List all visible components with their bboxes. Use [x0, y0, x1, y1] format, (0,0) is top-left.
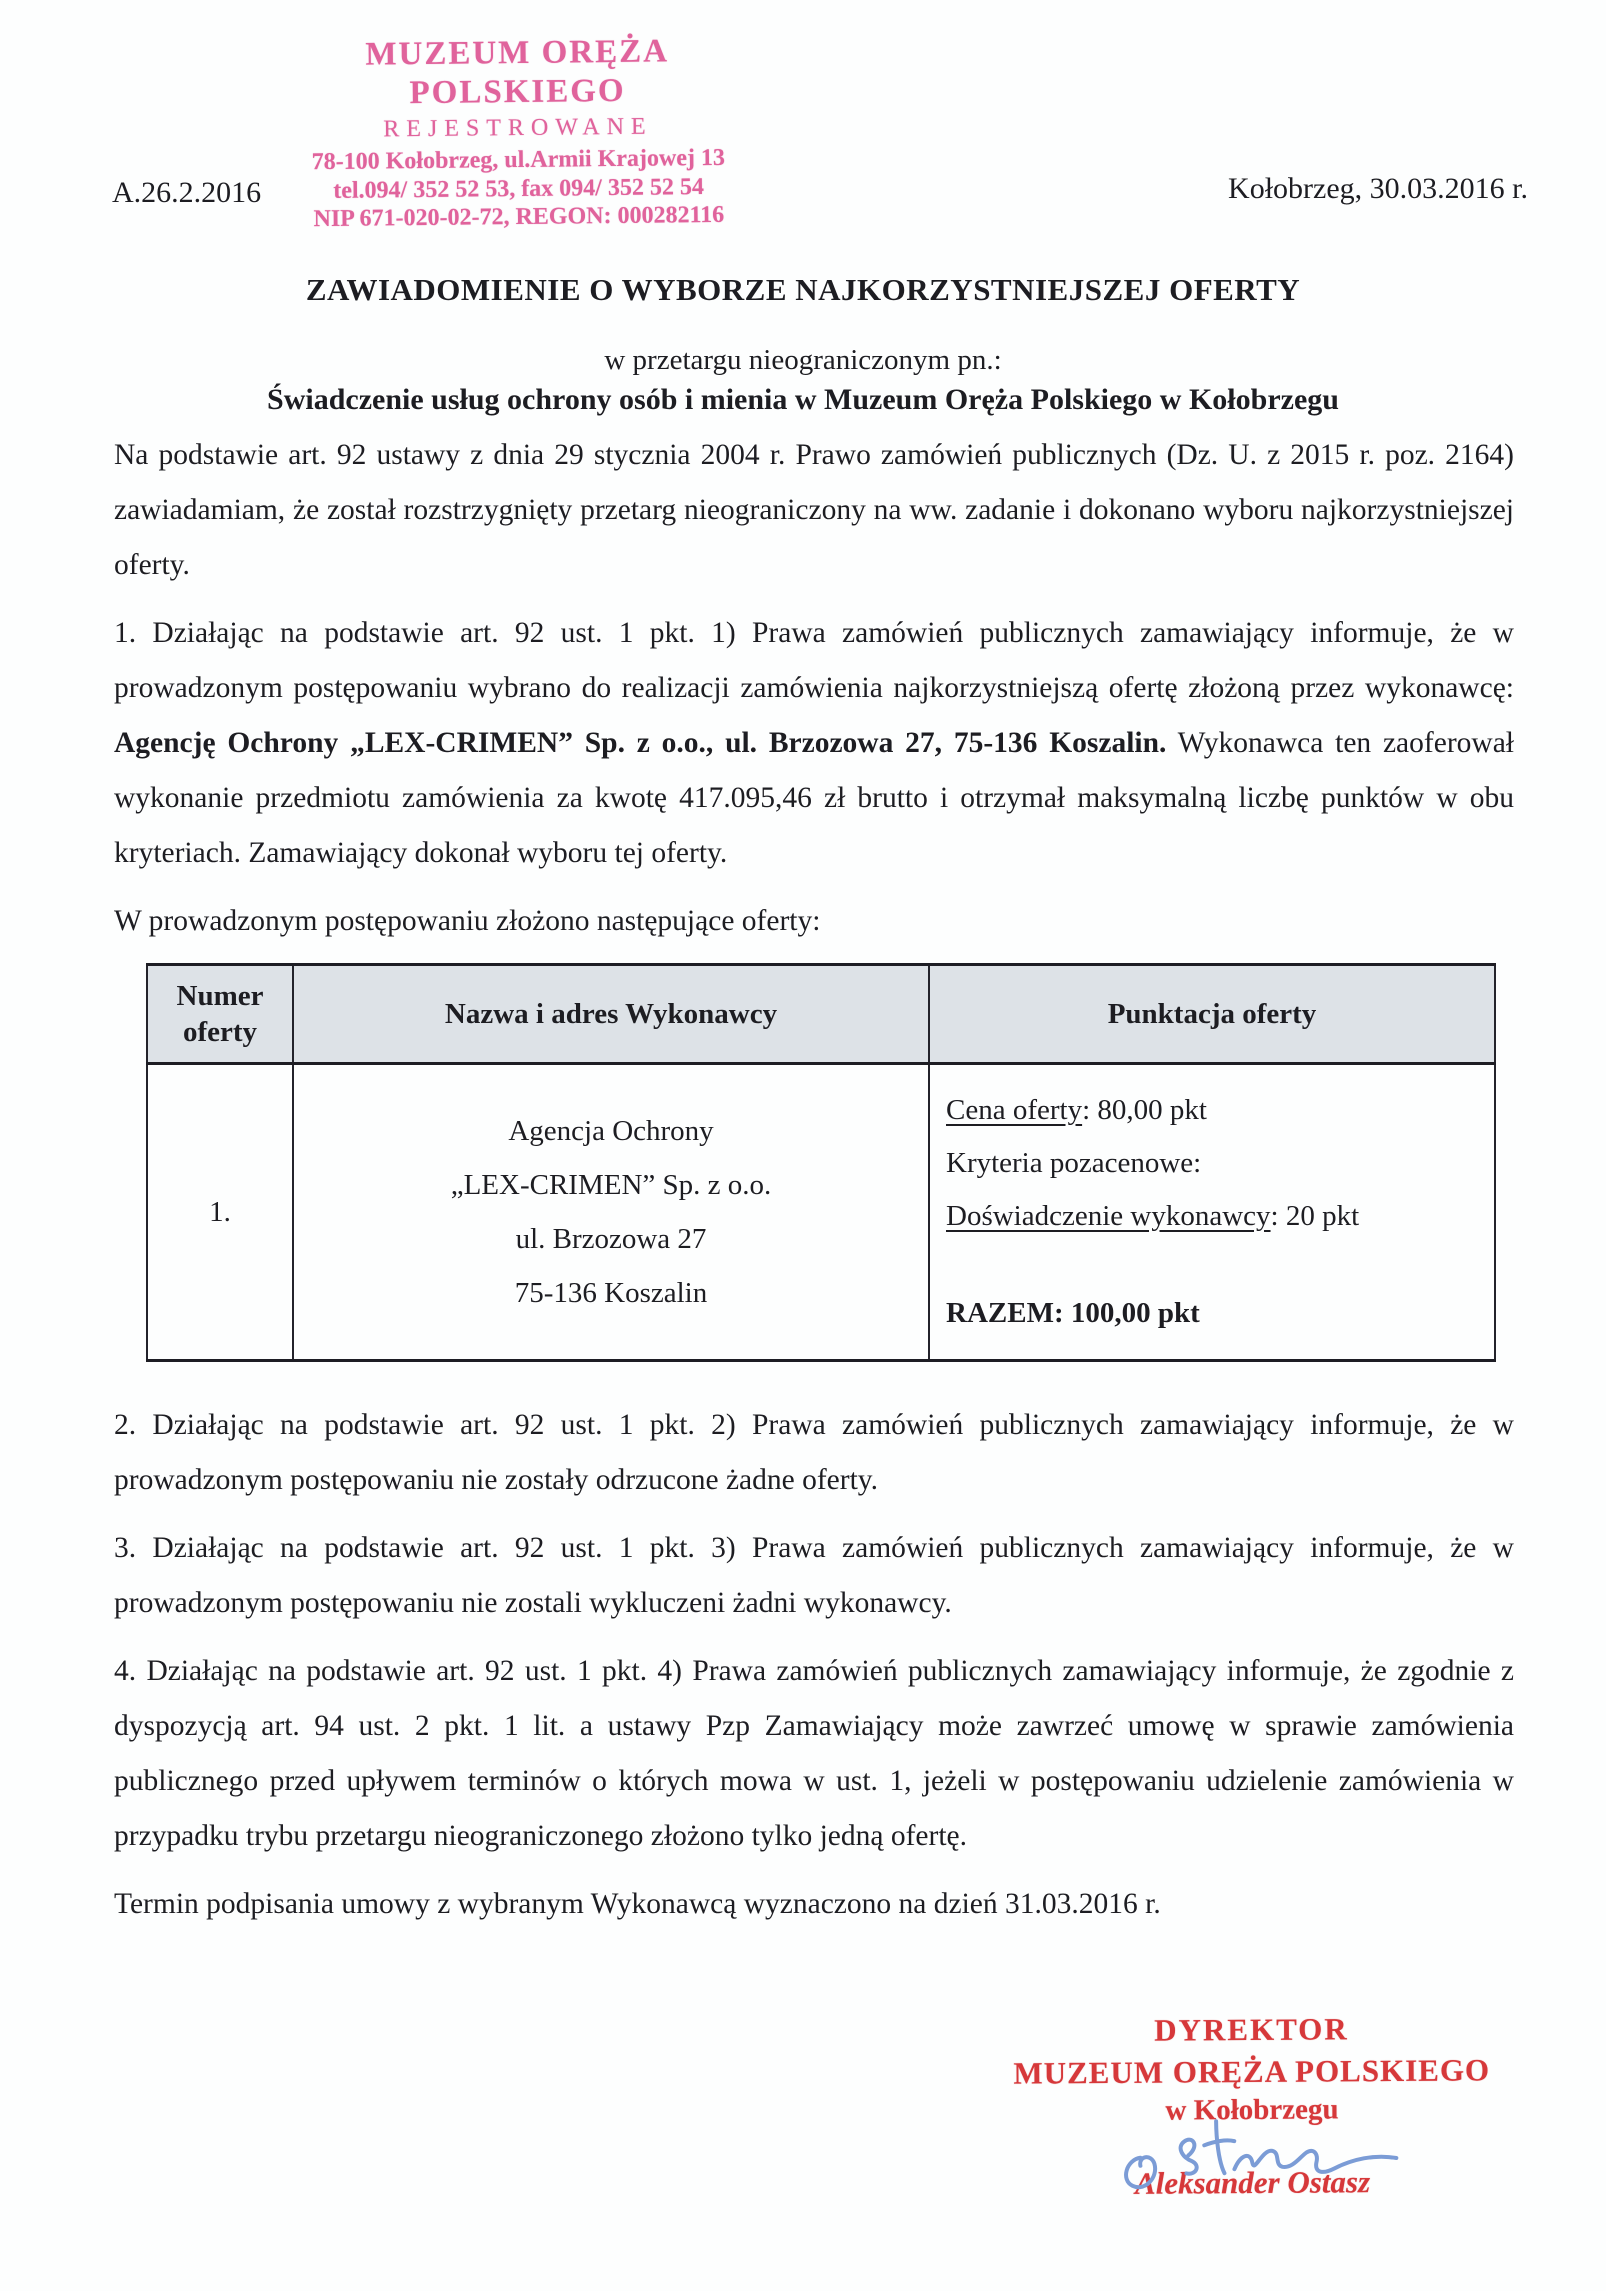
paragraph-selection	[114, 606, 1514, 881]
document-title: ZAWIADOMIENIE O WYBORZE NAJKORZYSTNIEJSZEJ OFERTY	[305, 272, 1301, 307]
stamp-nip-regon: NIP 671-020-02-72, REGON: 000282116	[313, 201, 725, 232]
header-offer-number: Numer oferty	[147, 965, 293, 1064]
stamp-registered-label: REJESTROWANE	[383, 113, 653, 143]
paragraph-selection-continuation: Wykonawca ten zaoferował wykonanie przedmiotu zamówienia za kwotę 417.095,46 zł brutto i otrzymał maksymalną liczbę punktów w obu kryteriach. Zamawiający dokonał wyboru tej oferty.	[114, 727, 1514, 869]
stamp-phone-fax: tel.094/ 352 52 53, fax 094/ 352 52 54	[333, 173, 705, 204]
stamp-director-city: w Kołobrzegu	[1165, 2093, 1339, 2127]
offer-number-cell: 1.	[147, 1064, 293, 1361]
director-stamp	[971, 2010, 1532, 2203]
stamp-museum-name: MUZEUM ORĘŻA POLSKIEGO	[365, 33, 670, 112]
contractor-line: 75-136 Koszalin	[514, 1277, 708, 1309]
score-noncost-header: Kryteria pozacenowe:	[946, 1147, 1202, 1179]
score-total: RAZEM: 100,00 pkt	[946, 1297, 1200, 1329]
score-price-line	[946, 1084, 1476, 1137]
contractor-line: Agencja Ochrony	[508, 1115, 714, 1147]
offers-intro-line: W prowadzonym postępowaniu złożono następujące oferty:	[114, 905, 821, 937]
contractor-line: „LEX-CRIMEN” Sp. z o.o.	[450, 1169, 772, 1201]
paragraph-no-exclusions: 3. Działając na podstawie art. 92 ust. 1 pkt. 3) Prawa zamówień publicznych zamawiający informuje, że w prowadzonym postępowaniu nie zostali wykluczeni żadni wykonawcy.	[114, 1532, 1514, 1619]
paragraph-legal-basis: Na podstawie art. 92 ustawy z dnia 29 stycznia 2004 r. Prawo zamówień publicznych (Dz. U. z 2015 r. poz. 2164) zawiadamiam, że został rozstrzygnięty przetarg nieograniczony na ww. zadanie i dokonano wyboru najkorzystniejszej oferty.	[114, 439, 1514, 581]
stamp-address: 78-100 Kołobrzeg, ul.Armii Krajowej 13	[311, 145, 726, 176]
subtitle-procedure: w przetargu nieograniczonym pn.:	[604, 344, 1002, 376]
contractor-line: ul. Brzozowa 27	[515, 1223, 707, 1255]
signature-ink-icon	[1112, 2110, 1403, 2196]
place-and-date: Kołobrzeg, 30.03.2016 r.	[1228, 172, 1528, 205]
subtitle-subject: Świadczenie usług ochrony osób i mienia w Muzeum Oręża Polskiego w Kołobrzegu	[267, 383, 1339, 416]
offer-row	[147, 1064, 1495, 1361]
contractor-cell	[293, 1064, 929, 1361]
header-contractor: Nazwa i adres Wykonawcy	[293, 965, 929, 1064]
museum-registry-stamp	[287, 32, 749, 234]
winning-contractor-name: Agencję Ochrony „LEX-CRIMEN” Sp. z o.o., ul. Brzozowa 27, 75-136 Koszalin.	[114, 727, 1167, 759]
score-experience-label: Doświadczenie wykonawcy	[946, 1200, 1271, 1232]
score-price-label: Cena oferty	[946, 1094, 1083, 1126]
paragraph-signing-deadline: Termin podpisania umowy z wybranym Wykonawcą wyznaczono na dzień 31.03.2016 r.	[114, 1888, 1161, 1920]
header-scoring: Punktacja oferty	[929, 965, 1495, 1064]
score-experience-value: : 20 pkt	[1270, 1200, 1360, 1232]
offers-table	[146, 963, 1496, 1362]
stamp-director-title: DYREKTOR	[1154, 2011, 1349, 2048]
handwritten-signature	[972, 2109, 1532, 2175]
offers-table-header-row	[147, 965, 1495, 1064]
signer-name: Aleksander Ostasz	[1134, 2164, 1371, 2201]
stamp-director-museum: MUZEUM ORĘŻA POLSKIEGO	[1013, 2052, 1491, 2091]
score-experience-line	[946, 1190, 1476, 1243]
paragraph-selection-text: 1. Działając na podstawie art. 92 ust. 1 pkt. 1) Prawa zamówień publicznych zamawiający informuje, że w prowadzonym postępowaniu wybrano do realizacji zamówienia najkorzystniejszą ofertę złożoną przez wykonawcę:	[114, 617, 1514, 704]
document-body	[114, 428, 1514, 1945]
paragraph-contract-terms: 4. Działając na podstawie art. 92 ust. 1 pkt. 4) Prawa zamówień publicznych zamawiający informuje, że zgodnie z dyspozycją art. 94 ust. 2 pkt. 1 lit. a ustawy Pzp Zamawiający może zawrzeć umowę w sprawie zamówienia publicznego przed upływem terminów o których mowa w ust. 1, jeżeli w postępowaniu udzielenie zamówienia w przypadku trybu przetargu nieograniczonego złożono tylko jedną ofertę.	[114, 1655, 1514, 1852]
document-subtitle	[0, 344, 1606, 417]
score-price-value: : 80,00 pkt	[1082, 1094, 1207, 1126]
paragraph-no-rejections: 2. Działając na podstawie art. 92 ust. 1 pkt. 2) Prawa zamówień publicznych zamawiający informuje, że w prowadzonym postępowaniu nie zostały odrzucone żadne oferty.	[114, 1409, 1514, 1496]
scoring-cell	[929, 1064, 1495, 1361]
reference-number: A.26.2.2016	[112, 176, 262, 209]
